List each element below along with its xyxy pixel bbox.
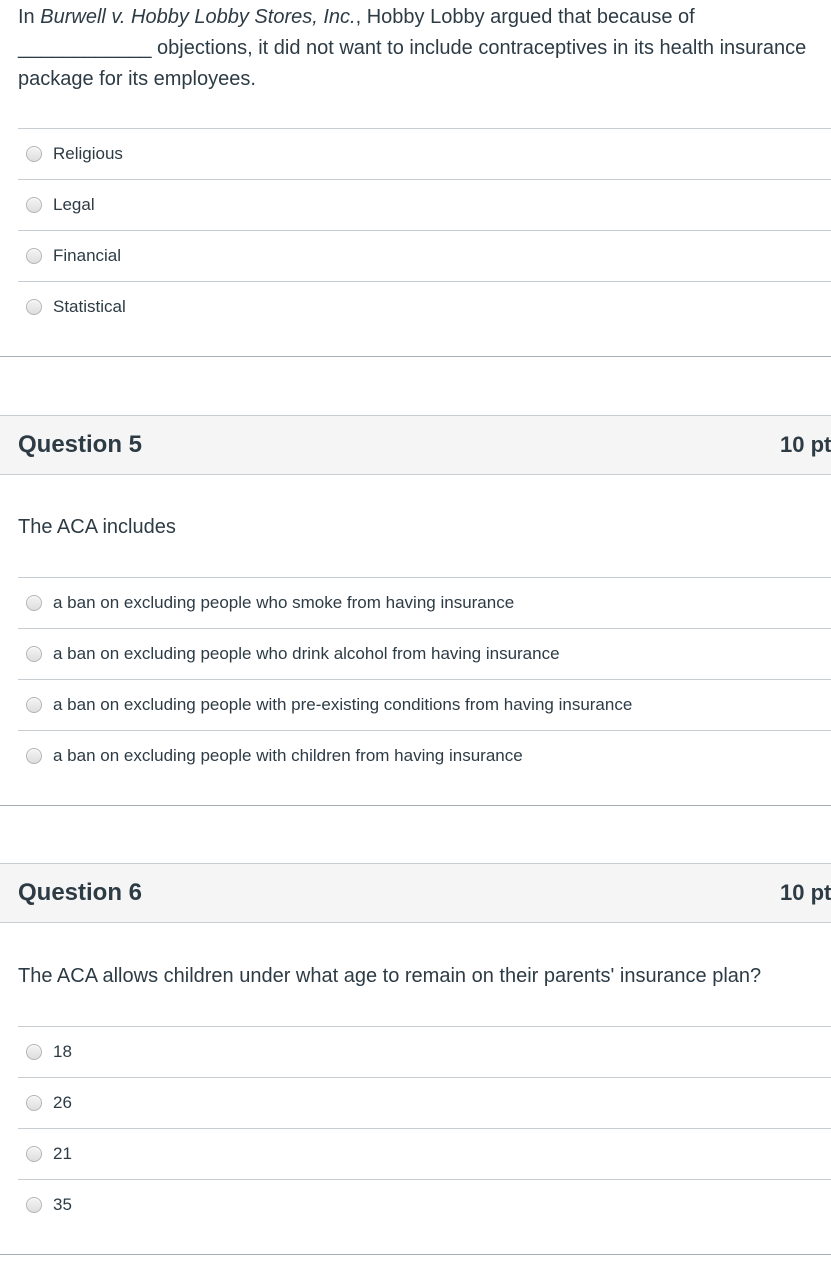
answer-option[interactable] [18,180,831,231]
question-5-header [0,415,831,475]
radio-button[interactable] [26,1197,42,1213]
answer-option[interactable] [18,578,831,629]
radio-button[interactable] [26,146,42,162]
answer-option[interactable] [18,731,831,781]
radio-button[interactable] [26,248,42,264]
answer-option[interactable] [18,129,831,180]
question-5-bottom-divider [0,805,831,806]
answer-label: a ban on excluding people who smoke from having insurance [53,593,515,612]
radio-button[interactable] [26,299,42,315]
radio-button[interactable] [26,1044,42,1060]
question-6-text: The ACA allows children under what age to remain on their parents' insurance plan? [18,965,762,987]
question-5 [0,512,831,781]
answer-option[interactable] [18,680,831,731]
radio-button[interactable] [26,595,42,611]
question-4-body [0,0,831,95]
question-5-body [0,512,831,543]
question-5-answers [18,577,831,781]
answer-label: Legal [53,195,95,214]
radio-button[interactable] [26,646,42,662]
answer-label: Financial [53,246,122,265]
question-4-text: In Burwell v. Hobby Lobby Stores, Inc., Hobby Lobby argued that because of ____________ objections, it did not want to include contraceptives in its health insurance package for its employees. [18,6,807,90]
answer-label: Statistical [53,297,126,316]
radio-button[interactable] [26,697,42,713]
answer-label: 21 [53,1144,72,1163]
question-title: Question 6 [18,879,143,906]
question-points: 10 pt [780,432,831,457]
answer-label: 26 [53,1093,72,1112]
question-6-answers [18,1026,831,1230]
case-name: Burwell v. Hobby Lobby Stores, Inc. [40,6,356,28]
radio-button[interactable] [26,1146,42,1162]
question-6-bottom-divider [0,1254,831,1255]
question-4-answers [18,128,831,332]
question-6-header [0,863,831,923]
radio-button[interactable] [26,748,42,764]
answer-label: a ban on excluding people with pre-existing conditions from having insurance [53,695,633,714]
question-6 [0,961,831,1230]
answer-label: Religious [53,144,123,163]
answer-label: a ban on excluding people with children from having insurance [53,746,523,765]
question-points: 10 pt [780,880,831,905]
question-5-text: The ACA includes [18,516,176,538]
answer-option[interactable] [18,1180,831,1230]
answer-option[interactable] [18,1078,831,1129]
answer-label: a ban on excluding people who drink alcohol from having insurance [53,644,560,663]
answer-option[interactable] [18,1129,831,1180]
question-title: Question 5 [18,431,143,458]
question-4-bottom-divider [0,356,831,357]
answer-option[interactable] [18,231,831,282]
question-6-body [0,961,831,992]
answer-option[interactable] [18,282,831,332]
answer-label: 18 [53,1042,72,1061]
question-4 [0,0,831,332]
answer-label: 35 [53,1195,72,1214]
radio-button[interactable] [26,1095,42,1111]
radio-button[interactable] [26,197,42,213]
answer-option[interactable] [18,629,831,680]
answer-option[interactable] [18,1027,831,1078]
